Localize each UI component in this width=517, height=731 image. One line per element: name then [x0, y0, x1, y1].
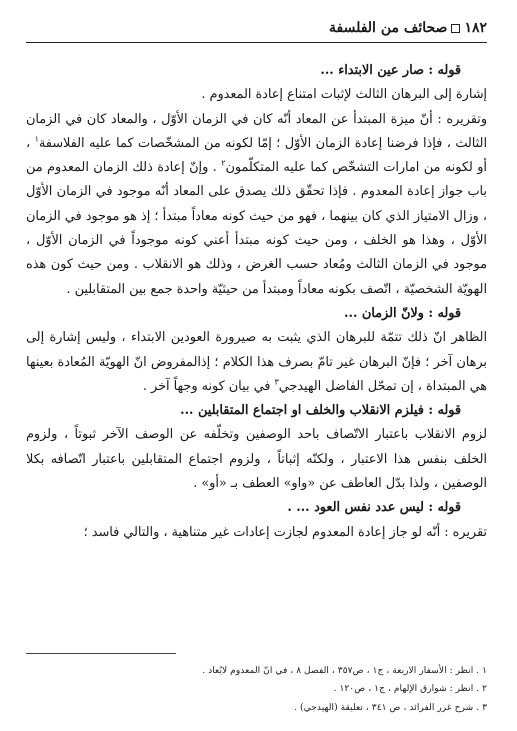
- footnotes: [26, 662, 487, 717]
- paragraph: إشارة إلى البرهان الثالث لإثبات امتناع إعادة المعدوم .: [201, 87, 487, 103]
- square-ornament-icon: [451, 24, 460, 33]
- paragraph: لزوم الانقلاب باعتبار الاتّصاف باحد الوصفين وتخلّفه عن الوصف الآخر ثبوتاً ، ولزوم الخلف بنفس هذا الاعتبار ، ولكنّه إثباتاً ، ولزوم اجتماع المتقابلين باعتبار اتّصافه بكلا الوصفين ، ولذا بدّل العاطف عن «واو» العطف بـ «أو» .: [26, 427, 487, 492]
- footnote-rule: [26, 653, 176, 654]
- running-header: [26, 14, 487, 43]
- commentary-heading: قوله : ولانّ الزمان ...: [344, 305, 461, 321]
- paragraph: الظاهر انّ ذلك تتمّة للبرهان الذي يثبت به صيرورة العودين الابتداء ، وليس إشارة إلى برهان آخر ؛ فإنّ البرهان غير تامّ بصرف هذا الكلام ؛ إذالمفروض انّ الهويّة المُعادة بعينها هي المبتداة ، إن تمحّل الفاضل الهيدجي$^٣$ في بيان كونه وجهاً آخر .: [26, 330, 487, 394]
- footnote-marker: ٣: [274, 377, 279, 387]
- commentary-heading: قوله : فيلزم الانقلاب والخلف او اجتماع المتقابلين ...: [180, 403, 461, 419]
- footnote-marker: ١: [34, 134, 39, 144]
- footnote: ٣ . شرح غرر الفرائد ، ص ٣٤١ ، تعليقة (الهيدجي) .: [294, 701, 487, 713]
- main-text: [26, 59, 487, 545]
- commentary-heading: قوله : صار عين الابتداء ...: [320, 63, 461, 78]
- paragraph: تقريره : أنّه لو جاز إعادة المعدوم لجازت إعادات غير متناهية ، والتالي فاسد ؛: [83, 524, 487, 540]
- footnote: ٢ . انظر : شوارق الإلهام ، ج١ ، ص١٢٠ .: [333, 683, 487, 695]
- paragraph: وتقريره : أنّ ميزة المبتدأ عن المعاد أنّه كان في الزمان الأوّل ، والمعاد كان في الزمان الثالث ، فإذا فرضنا إعادة الزمان الأوّل ؛ إمّا لكونه من المشخّصات كما عليه الفلاسفة$^١$ ، أو لكونه من امارات التشخّص كما عليه المتكلّمون$^٢$ . وإنّ إعادة ذلك الزمان المعدوم من باب جواز إعادة المعدوم . فإذا تحقّق ذلك يصدق على المعاد أنّه موجود في الزمان الأوّل ، وزال الامتياز الذي كان بينهما ، فهو من حيث كونه معاداً مبتدأ ؛ إذ هو موجود في الزمان الأوّل ، وهذا هو الخلف ، ومن حيث كونه مبتدأ أعني كونه موجوداً في الزمان الأوّل ، موجود في الزمان الثالث ومُعاد حسب الغرض ، وذلك هو الانقلاب . ومن حيث كون هذه الهويّة الشخصيّة ، اتّصف بكونه معاداً ومبتدأ من حيثيّة واحدة جمع بين المتقابلين .: [26, 111, 487, 297]
- footnote-marker: ٢: [221, 158, 226, 168]
- commentary-heading: قوله : ليس عدد نفس العود ... .: [287, 500, 461, 516]
- footnote: ١ . انظر : الأسفار الاربعة ، ج١ ، ص٣٥٧ ، الفصل ٨ ، في انّ المعدوم لايُعاد .: [202, 665, 487, 676]
- running-title: صحائف من الفلسفة: [329, 20, 448, 36]
- page-number: ١٨٢: [464, 20, 487, 36]
